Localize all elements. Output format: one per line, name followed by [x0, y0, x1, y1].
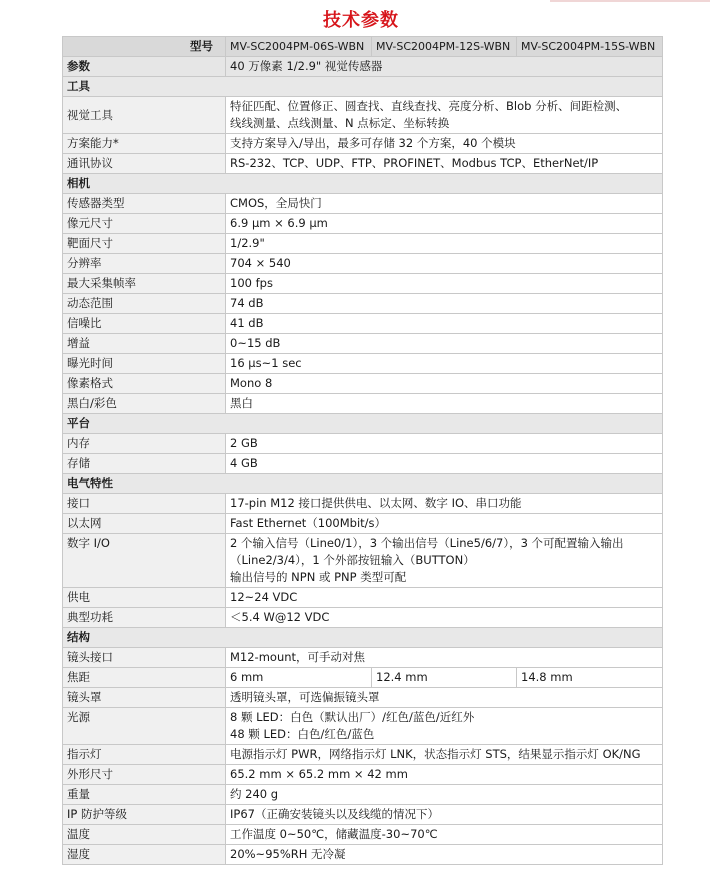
row-label: 存储 [63, 454, 226, 474]
row-value [226, 97, 663, 134]
row-value: 704 × 540 [226, 254, 663, 274]
model-row [63, 37, 663, 57]
row-value: Fast Ethernet（100Mbit/s） [226, 514, 663, 534]
model-2: MV-SC2004PM-12S-WBN [372, 37, 517, 57]
table-row [63, 805, 663, 825]
table-row [63, 688, 663, 708]
row-label: 像元尺寸 [63, 214, 226, 234]
table-row [63, 745, 663, 765]
row-value: 65.2 mm × 65.2 mm × 42 mm [226, 765, 663, 785]
table-row [63, 314, 663, 334]
table-row [63, 454, 663, 474]
section-structure [63, 628, 663, 648]
table-row [63, 374, 663, 394]
row-label: 曝光时间 [63, 354, 226, 374]
section-title: 工具 [63, 77, 663, 97]
param-label: 参数 [63, 57, 226, 77]
table-row [63, 194, 663, 214]
row-label: 温度 [63, 825, 226, 845]
table-row [63, 668, 663, 688]
model-label: 型号 [63, 37, 226, 57]
row-label: 黑白/彩色 [63, 394, 226, 414]
row-label: 数字 I/O [63, 534, 226, 588]
table-row [63, 154, 663, 174]
row-label: 光源 [63, 708, 226, 745]
row-value: 透明镜头罩，可选偏振镜头罩 [226, 688, 663, 708]
section-platform [63, 414, 663, 434]
value-line: （Line2/3/4），1 个外部按钮输入（BUTTON） [230, 553, 475, 567]
row-label: 接口 [63, 494, 226, 514]
focal-value-06s: 6 mm [226, 668, 372, 688]
row-label: 传感器类型 [63, 194, 226, 214]
row-value: CMOS，全局快门 [226, 194, 663, 214]
row-value: 41 dB [226, 314, 663, 334]
row-label: 通讯协议 [63, 154, 226, 174]
section-title: 平台 [63, 414, 663, 434]
row-value: 工作温度 0~50℃，储藏温度-30~70℃ [226, 825, 663, 845]
table-row [63, 708, 663, 745]
row-value [226, 534, 663, 588]
table-row [63, 494, 663, 514]
row-value: RS-232、TCP、UDP、FTP、PROFINET、Modbus TCP、EtherNet/IP [226, 154, 663, 174]
table-row [63, 785, 663, 805]
row-value: 12~24 VDC [226, 588, 663, 608]
row-label: 供电 [63, 588, 226, 608]
focal-value-15s: 14.8 mm [517, 668, 663, 688]
value-line: 特征匹配、位置修正、圆查找、直线查找、亮度分析、Blob 分析、间距检测、 [230, 99, 628, 113]
row-label: 动态范围 [63, 294, 226, 314]
section-electrical [63, 474, 663, 494]
table-row [63, 274, 663, 294]
section-title: 电气特性 [63, 474, 663, 494]
row-label: 视觉工具 [63, 97, 226, 134]
value-line: 8 颗 LED：白色（默认出厂）/红色/蓝色/近红外 [230, 710, 475, 724]
table-row [63, 845, 663, 865]
row-label: 信噪比 [63, 314, 226, 334]
table-row [63, 214, 663, 234]
row-value: Mono 8 [226, 374, 663, 394]
param-row [63, 57, 663, 77]
row-label: 焦距 [63, 668, 226, 688]
row-value: 74 dB [226, 294, 663, 314]
page-title: 技术参数 [323, 10, 399, 31]
row-value: 100 fps [226, 274, 663, 294]
row-value: 约 240 g [226, 785, 663, 805]
table-row [63, 514, 663, 534]
row-value: 电源指示灯 PWR，网络指示灯 LNK，状态指示灯 STS，结果显示指示灯 OK/NG [226, 745, 663, 765]
table-row [63, 434, 663, 454]
table-row [63, 234, 663, 254]
row-label: 方案能力* [63, 134, 226, 154]
value-line: 线线测量、点线测量、N 点标定、坐标转换 [230, 116, 450, 130]
table-row [63, 334, 663, 354]
row-label: 分辨率 [63, 254, 226, 274]
row-value: 2 GB [226, 434, 663, 454]
row-value: 16 μs~1 sec [226, 354, 663, 374]
table-row [63, 254, 663, 274]
table-row [63, 825, 663, 845]
row-label: 像素格式 [63, 374, 226, 394]
row-value: ＜5.4 W@12 VDC [226, 608, 663, 628]
row-label: 最大采集帧率 [63, 274, 226, 294]
section-tool [63, 77, 663, 97]
top-decoration-line [550, 0, 710, 2]
row-value: 20%~95%RH 无冷凝 [226, 845, 663, 865]
table-row [63, 588, 663, 608]
row-value: 支持方案导入/导出，最多可存储 32 个方案，40 个模块 [226, 134, 663, 154]
section-title: 结构 [63, 628, 663, 648]
row-value: 17-pin M12 接口提供供电、以太网、数字 IO、串口功能 [226, 494, 663, 514]
row-label: 指示灯 [63, 745, 226, 765]
table-row [63, 608, 663, 628]
row-label: 重量 [63, 785, 226, 805]
spec-table [62, 36, 663, 865]
row-label: 以太网 [63, 514, 226, 534]
table-row [63, 394, 663, 414]
row-label: 靶面尺寸 [63, 234, 226, 254]
row-value: IP67（正确安装镜头以及线缆的情况下） [226, 805, 663, 825]
value-line: 48 颗 LED：白色/红色/蓝色 [230, 727, 375, 741]
row-value: 6.9 μm × 6.9 μm [226, 214, 663, 234]
table-row [63, 97, 663, 134]
focal-value-12s: 12.4 mm [372, 668, 517, 688]
model-1: MV-SC2004PM-06S-WBN [226, 37, 372, 57]
row-label: 外形尺寸 [63, 765, 226, 785]
table-row [63, 134, 663, 154]
row-label: 内存 [63, 434, 226, 454]
row-label: 镜头接口 [63, 648, 226, 668]
table-row [63, 534, 663, 588]
row-value: 黑白 [226, 394, 663, 414]
model-3: MV-SC2004PM-15S-WBN [517, 37, 663, 57]
table-row [63, 354, 663, 374]
row-label: 镜头罩 [63, 688, 226, 708]
section-title: 相机 [63, 174, 663, 194]
row-value: 4 GB [226, 454, 663, 474]
row-label: 典型功耗 [63, 608, 226, 628]
value-line: 输出信号的 NPN 或 PNP 类型可配 [230, 570, 407, 584]
row-value: M12-mount，可手动对焦 [226, 648, 663, 668]
row-label: 增益 [63, 334, 226, 354]
table-row [63, 294, 663, 314]
table-row [63, 765, 663, 785]
param-value: 40 万像素 1/2.9" 视觉传感器 [226, 57, 663, 77]
table-row [63, 648, 663, 668]
section-camera [63, 174, 663, 194]
row-value [226, 708, 663, 745]
row-value: 0~15 dB [226, 334, 663, 354]
row-label: IP 防护等级 [63, 805, 226, 825]
row-label: 湿度 [63, 845, 226, 865]
value-line: 2 个输入信号（Line0/1），3 个输出信号（Line5/6/7），3 个可配置输入输出 [230, 536, 624, 550]
row-value: 1/2.9" [226, 234, 663, 254]
